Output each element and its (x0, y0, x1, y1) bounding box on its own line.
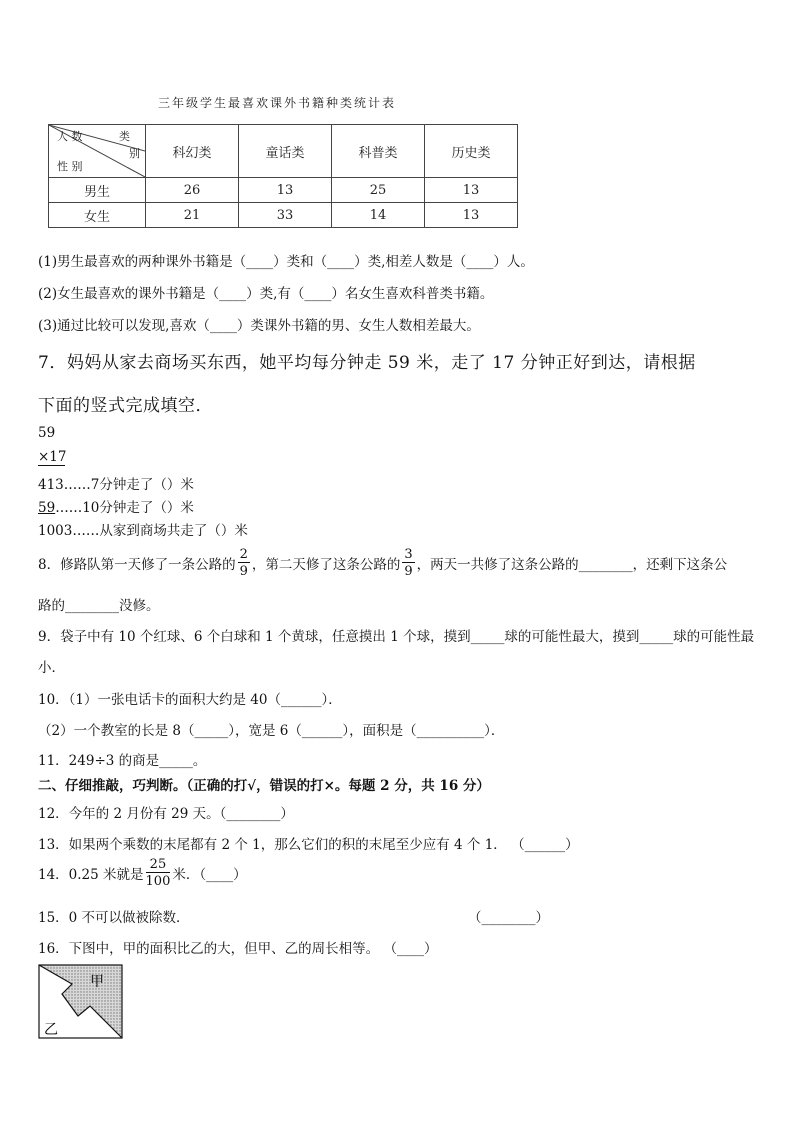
table-title: 三年级学生最喜欢课外书籍种类统计表 (158, 96, 397, 110)
table-row (49, 203, 518, 228)
q12: 12．今年的 2 月份有 29 天。（________） (38, 806, 294, 822)
table-cell: 13 (425, 178, 518, 203)
table-cell: 13 (239, 178, 332, 203)
q8-text-a: 8．修路队第一天修了一条公路的 (38, 557, 236, 573)
fraction-numerator: 2 (239, 547, 248, 562)
q7-calc-line1: 59 (38, 425, 56, 441)
q16: 16．下图中，甲的面积比乙的大，但甲、乙的周长相等。 （____） (38, 941, 438, 957)
q7-calc-partial: 59 (38, 500, 56, 516)
q6-part1: (1)男生最喜欢的两种课外书籍是（____）类和（____）类,相差人数是（____）人。 (38, 254, 534, 270)
q15-answer-blank: （________） (468, 910, 549, 926)
label-jia: 甲 (90, 974, 104, 990)
row-label: 女生 (49, 203, 146, 228)
section-2-heading: 二、仔细推敲，巧判断。（正确的打√，错误的打×。每题 2 分，共 16 分） (38, 778, 490, 794)
q6-part3: (3)通过比较可以发现,喜欢（____）类课外书籍的男、女生人数相差最大。 (38, 318, 480, 334)
fraction-denominator: 100 (145, 874, 171, 889)
table-row (49, 178, 518, 203)
q6-part2: (2)女生最喜欢的课外书籍是（____）类,有（____）名女生喜欢科普类书籍。 (38, 286, 494, 302)
fraction-numerator: 3 (404, 547, 413, 562)
col-header: 科普类 (332, 125, 425, 178)
q9-line2: 小． (38, 660, 65, 676)
table-cell: 14 (332, 203, 425, 228)
fraction-denominator: 9 (239, 564, 248, 579)
row-label: 男生 (49, 178, 146, 203)
table-cell: 21 (146, 203, 239, 228)
col-header: 历史类 (425, 125, 518, 178)
q14-text-b: 米．（____） (172, 867, 247, 883)
corner-bie: 别 (129, 147, 140, 160)
q7-calc-line4 (38, 496, 194, 516)
q8-fraction-1 (238, 548, 250, 578)
q10-part1: 10．（1）一张电话卡的面积大约是 40（______）． (38, 692, 342, 708)
q7-line1: 7．妈妈从家去商场买东西，她平均每分钟走 59 米，走了 17 分钟正好到达，请根据 (38, 353, 696, 373)
q7-calc-line3: 413……7分钟走了（）米 (38, 477, 194, 493)
q14-fraction (146, 858, 171, 888)
q7-calc-line4-text: ……10分钟走了（）米 (55, 500, 194, 516)
q14 (38, 858, 247, 888)
fraction-numerator: 25 (146, 858, 171, 873)
q11: 11．249÷3 的商是_____。 (38, 753, 207, 769)
table-cell: 13 (425, 203, 518, 228)
table-cell: 26 (146, 178, 239, 203)
q8-line1 (38, 548, 727, 578)
table-cell: 25 (332, 178, 425, 203)
col-header: 科幻类 (146, 125, 239, 178)
q8-fraction-2 (402, 548, 414, 578)
table-cell: 33 (239, 203, 332, 228)
stats-table (48, 124, 518, 228)
q16-figure (38, 964, 124, 1040)
q7-line2: 下面的竖式完成填空． (38, 396, 213, 416)
q15-text: 15．0 不可以做被除数． (38, 910, 190, 926)
corner-xingbie: 性 别 (57, 160, 83, 173)
corner-lei: 类 (119, 130, 130, 143)
q7-calc-line2: ×17 (38, 449, 67, 465)
q7-calc-line5: 1003……从家到商场共走了（）米 (38, 523, 248, 539)
q13: 13．如果两个乘数的末尾都有 2 个 1，那么它们的积的末尾至少应有 4 个 1． （______） (38, 837, 579, 853)
fraction-denominator: 9 (404, 564, 413, 579)
q14-text-a: 14．0.25 米就是 (38, 867, 144, 883)
corner-renshu: 人 数 (57, 130, 83, 143)
q10-part2: （2）一个教室的长是 8（_____），宽是 6（______），面积是（__________）． (38, 723, 505, 739)
col-header: 童话类 (239, 125, 332, 178)
q8-text-c: ，两天一共修了这条公路的________，还剩下这条公 (416, 557, 728, 573)
label-yi: 乙 (44, 1022, 58, 1038)
table-corner-cell (49, 125, 146, 178)
q8-line2: 路的________没修。 (38, 598, 160, 614)
q9-line1: 9．袋子中有 10 个红球、6 个白球和 1 个黄球，任意摸出 1 个球，摸到_____球的可能性最大，摸到_____球的可能性最 (38, 629, 755, 645)
q8-text-b: ，第二天修了这条公路的 (251, 557, 401, 573)
